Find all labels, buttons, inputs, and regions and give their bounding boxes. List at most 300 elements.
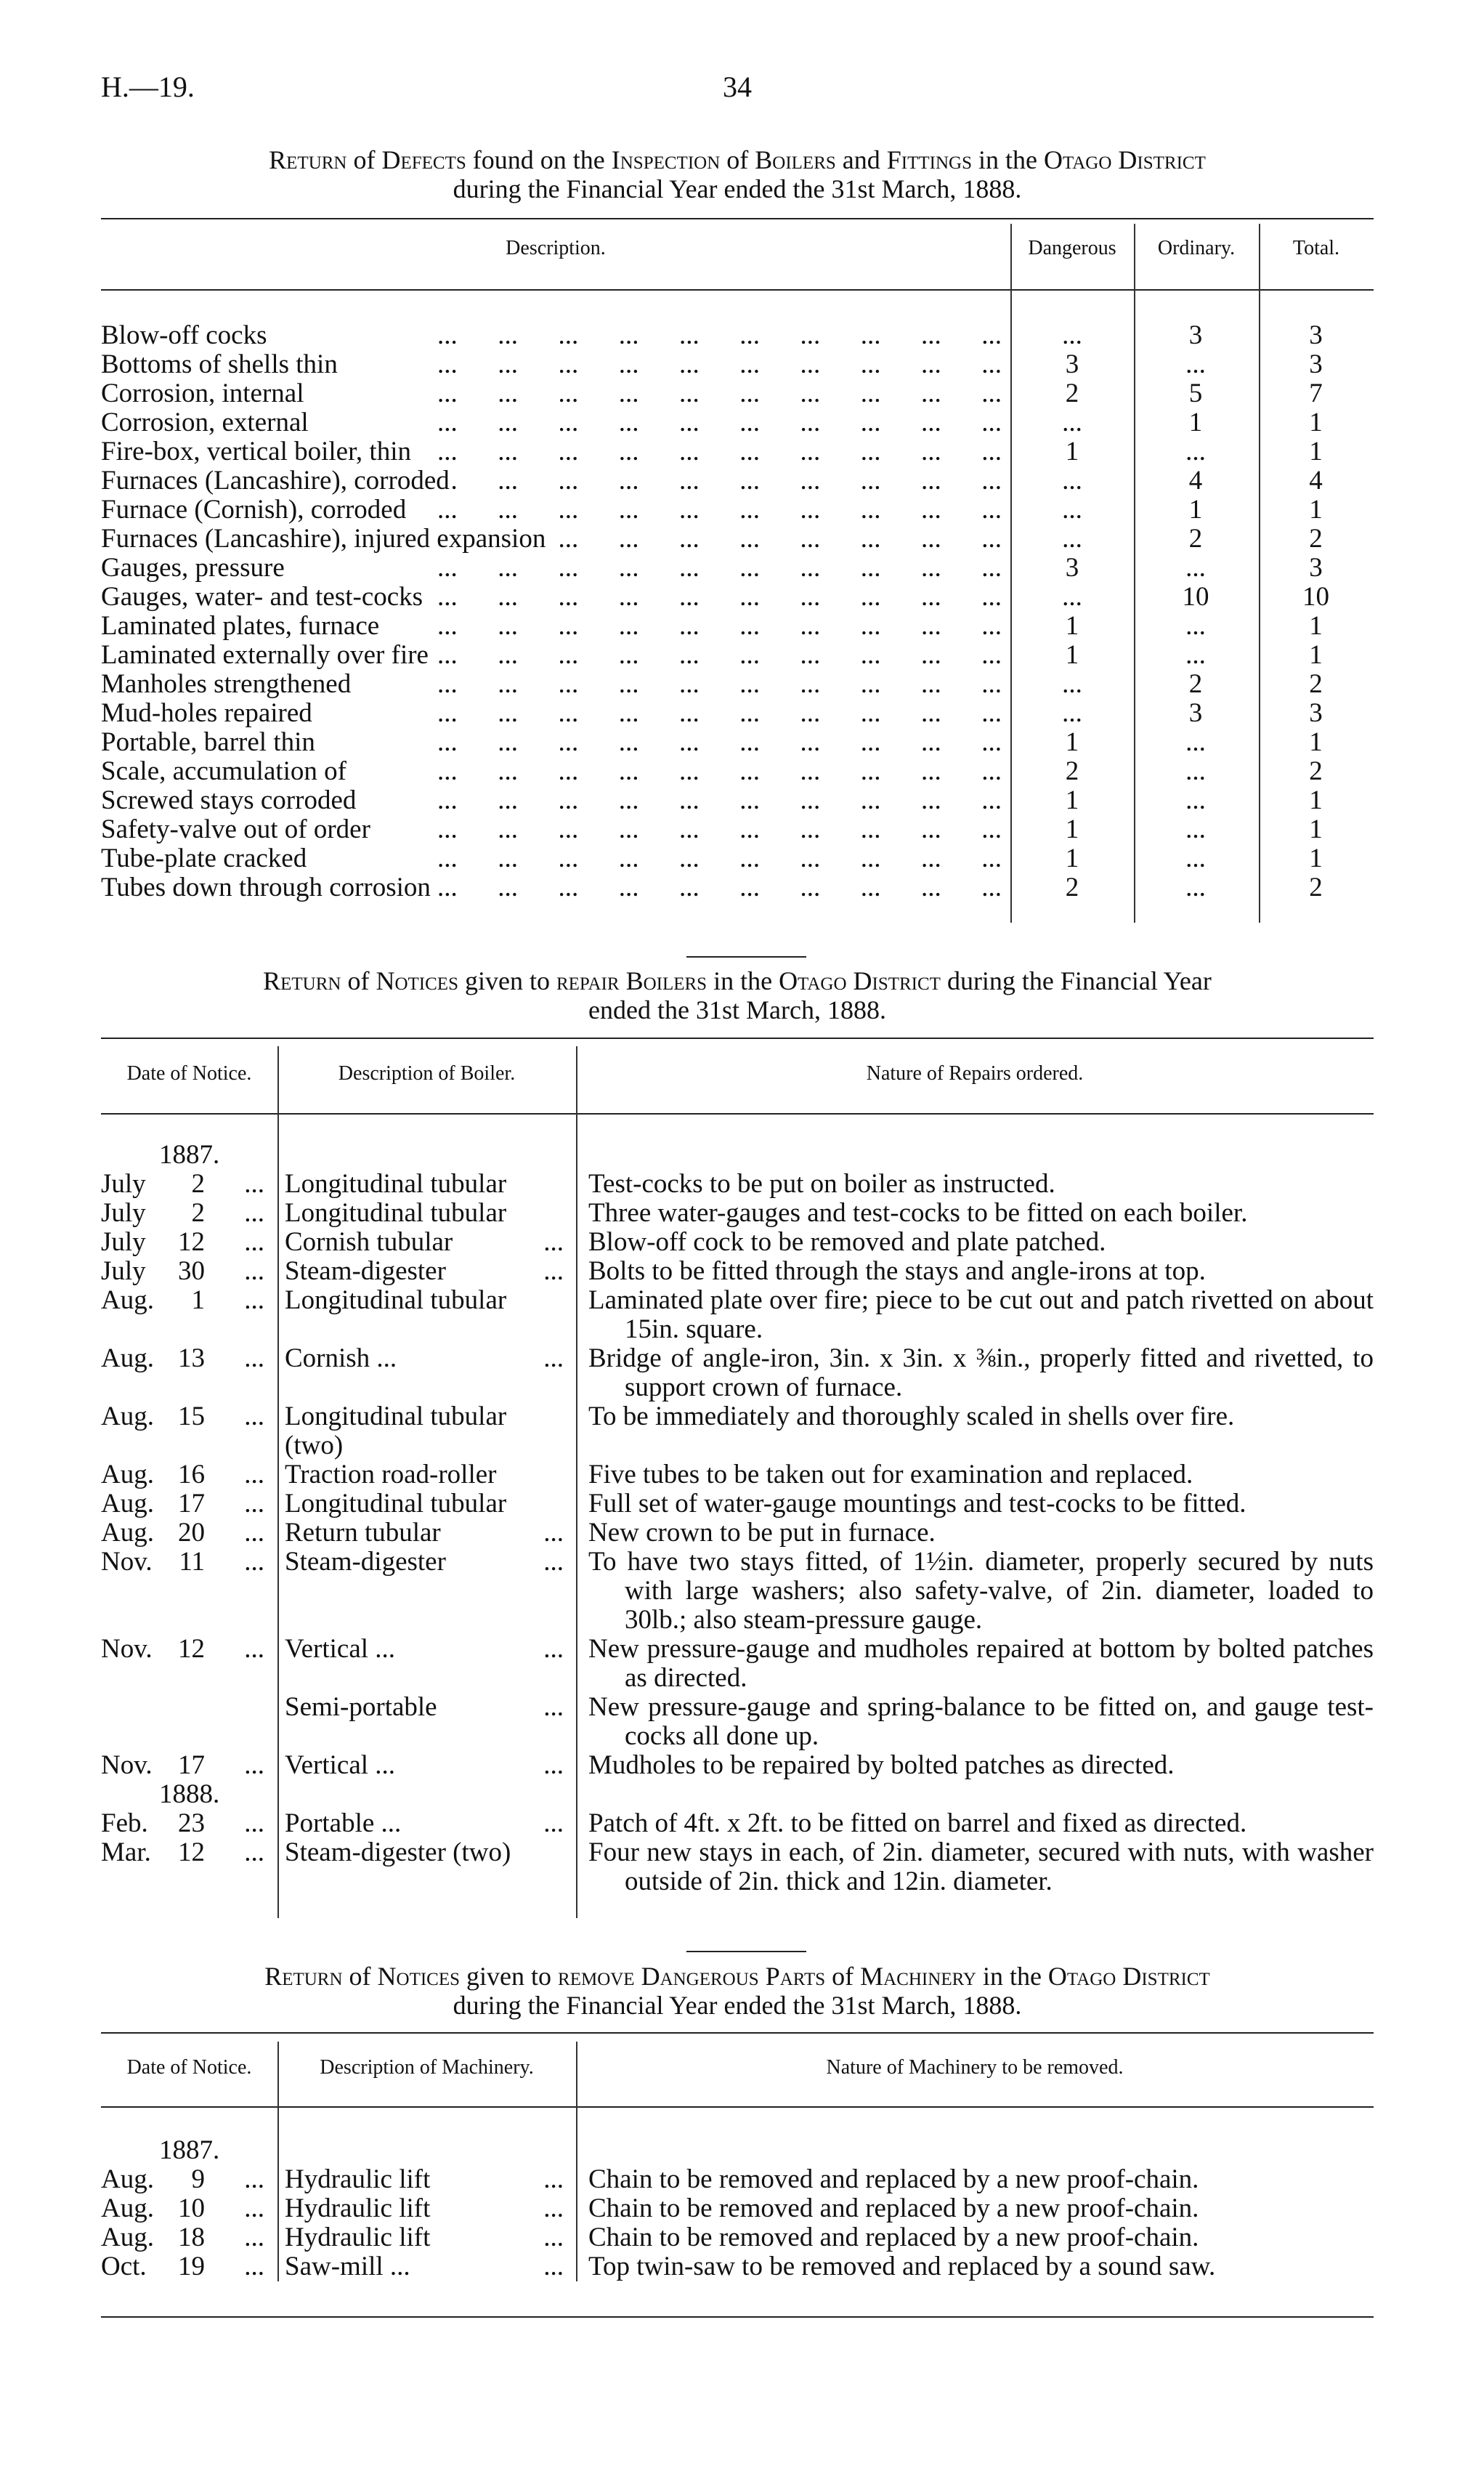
- notice-date: [101, 1170, 277, 1199]
- table-row: [101, 379, 1374, 408]
- report-reference: H.—19.: [101, 70, 195, 103]
- dot-leader: ...: [244, 1518, 264, 1548]
- title-segment: found on the: [466, 145, 612, 174]
- dot-leader: ...: [543, 1750, 564, 1780]
- table-row: [101, 844, 1374, 873]
- day: 19: [178, 2252, 205, 2281]
- ordinary-count: ...: [1185, 814, 1206, 844]
- repairs-table-body: [101, 1141, 1374, 1896]
- ordinary-count: 4: [1188, 466, 1203, 496]
- dangerous-count: 2: [1065, 873, 1079, 902]
- column-header-repairs: Nature of Repairs ordered.: [866, 1062, 1084, 1085]
- defect-label: Corrosion, external: [101, 408, 309, 437]
- year-label: 1888.: [159, 1779, 220, 1809]
- title-segment: remove: [558, 1962, 635, 1991]
- title-segment: given to: [458, 966, 556, 995]
- table-row: [101, 1228, 1374, 1257]
- total-count: 2: [1309, 873, 1323, 902]
- defect-description: [101, 757, 1002, 786]
- dangerous-count: ...: [1062, 582, 1082, 612]
- month: Mar.: [101, 1837, 151, 1867]
- table-row: [101, 408, 1374, 437]
- divider: [686, 1951, 806, 1952]
- dot-leader: ...: [244, 2164, 264, 2194]
- ordinary-count: ...: [1185, 349, 1206, 379]
- title-segment: of: [825, 1962, 861, 1991]
- day: 13: [178, 1343, 205, 1373]
- column-header-ordinary: Ordinary.: [1157, 237, 1236, 259]
- defect-description: [101, 844, 1002, 873]
- table-row: [101, 1489, 1374, 1518]
- defect-description: [101, 641, 1002, 670]
- description-text: Hydraulic lift: [285, 2223, 431, 2252]
- dot-leader: [304, 379, 1002, 408]
- dangerous-count: 1: [1065, 640, 1079, 670]
- notice-date: [101, 1751, 277, 1780]
- table-row: [101, 1460, 1374, 1489]
- defect-description: [101, 815, 1002, 844]
- month: Oct.: [101, 2252, 147, 2281]
- table-row: [101, 525, 1374, 554]
- total-count: 3: [1309, 320, 1323, 350]
- ordinary-count: 5: [1188, 379, 1203, 408]
- table-row: [101, 1751, 1374, 1780]
- ordinary-count: 1: [1188, 408, 1203, 437]
- divider: [101, 2106, 1374, 2108]
- nature-text: New pressure-gauge and mudholes repaired at bottom by bolted patches as directed.: [588, 1634, 1374, 1693]
- dot-leader: [406, 496, 1002, 525]
- defects-title-line1: [101, 145, 1374, 174]
- defects-title: [101, 145, 1374, 203]
- description: [277, 1170, 577, 1199]
- title-segment: Inspection: [611, 145, 721, 174]
- dot-leader: [546, 525, 1002, 554]
- ordinary-count: ...: [1185, 873, 1206, 902]
- table-row: [101, 2194, 1374, 2223]
- dot-leader: [450, 466, 1002, 496]
- machinery-table-body: [101, 2136, 1374, 2281]
- notice-date: [101, 1489, 277, 1518]
- description: [277, 1286, 577, 1315]
- table-row: [101, 321, 1374, 350]
- repairs-title-line2: ended the 31st March, 1888.: [588, 995, 886, 1024]
- dot-leader: [431, 873, 1002, 902]
- description-text: Portable ...: [285, 1808, 402, 1838]
- defect-label: Tubes down through corrosion: [101, 873, 431, 902]
- ordinary-count: 1: [1188, 495, 1203, 525]
- defect-label: Mud-holes repaired: [101, 699, 312, 728]
- description: [277, 1635, 577, 1664]
- day: 2: [191, 1198, 205, 1228]
- notice-date: [101, 1809, 277, 1838]
- page-number: 34: [723, 70, 752, 103]
- table-row: [101, 437, 1374, 466]
- total-count: 3: [1309, 553, 1323, 583]
- dangerous-count: ...: [1062, 524, 1082, 554]
- description: [277, 1344, 577, 1373]
- nature-text: Mudholes to be repaired by bolted patches as directed.: [588, 1750, 1175, 1780]
- dangerous-count: ...: [1062, 669, 1082, 699]
- dot-leader: ...: [543, 2164, 564, 2194]
- title-segment: and: [835, 145, 887, 174]
- table-row: [101, 699, 1374, 728]
- nature-text: Test-cocks to be put on boiler as instructed.: [588, 1169, 1055, 1199]
- defect-label: Laminated plates, furnace: [101, 612, 380, 641]
- dot-leader: [564, 1402, 577, 1460]
- title-segment: during the Financial Year: [940, 966, 1212, 995]
- defect-description: [101, 466, 1002, 496]
- table-row: [101, 1635, 1374, 1693]
- dot-leader: [564, 1170, 577, 1199]
- dot-leader: [423, 583, 1002, 612]
- title-segment: of: [720, 145, 755, 174]
- month: July: [101, 1169, 146, 1199]
- nature-text: Three water-gauges and test-cocks to be fitted on each boiler.: [588, 1198, 1248, 1228]
- dot-leader: ...: [244, 1750, 264, 1780]
- defect-label: Portable, barrel thin: [101, 728, 315, 757]
- defect-label: Tube-plate cracked: [101, 844, 307, 873]
- description: [277, 1693, 577, 1722]
- dot-leader: [564, 1286, 577, 1315]
- defect-description: [101, 525, 1002, 554]
- dot-leader: ...: [244, 2252, 264, 2281]
- column-header-machinery: Description of Machinery.: [320, 2056, 534, 2079]
- day: 2: [191, 1169, 205, 1199]
- total-count: 1: [1309, 437, 1323, 466]
- notice-date: [101, 2194, 277, 2223]
- description: [277, 1489, 577, 1518]
- total-count: 1: [1309, 640, 1323, 670]
- notice-date: [101, 1228, 277, 1257]
- defect-description: [101, 786, 1002, 815]
- nature-text: Patch of 4ft. x 2ft. to be fitted on barrel and fixed as directed.: [588, 1808, 1247, 1838]
- dot-leader: ...: [543, 1518, 564, 1548]
- nature-text: To have two stays fitted, of 1½in. diameter, properly secured by nuts with large washers; also safety-valve, of 2in. diameter, loaded to 30lb.; also steam-pressure gauge.: [588, 1547, 1374, 1635]
- table-row: [101, 786, 1374, 815]
- defect-description: [101, 873, 1002, 902]
- dot-leader: [315, 728, 1002, 757]
- dot-leader: [346, 757, 1002, 786]
- dot-leader: ...: [543, 1256, 564, 1286]
- title-segment: of: [342, 1962, 378, 1991]
- table-row: [101, 554, 1374, 583]
- table-row: [101, 1693, 1374, 1751]
- defect-label: Furnace (Cornish), corroded: [101, 496, 407, 525]
- dot-leader: [411, 437, 1002, 466]
- title-segment: [759, 1962, 766, 1991]
- month: Nov.: [101, 1750, 153, 1780]
- description-text: Cornish tubular: [285, 1227, 453, 1257]
- total-count: 10: [1302, 582, 1329, 612]
- description-text: Steam-digester (two): [285, 1837, 511, 1867]
- dot-leader: ...: [543, 1227, 564, 1257]
- dot-leader: ...: [244, 1547, 264, 1577]
- dot-leader: ...: [244, 1837, 264, 1867]
- description: [277, 1257, 577, 1286]
- notice-date: [101, 1344, 277, 1373]
- dangerous-count: ...: [1062, 495, 1082, 525]
- dangerous-count: 3: [1065, 349, 1079, 379]
- dangerous-count: 1: [1065, 844, 1079, 873]
- table-row: [101, 1199, 1374, 1228]
- year-label: 1887.: [159, 1140, 220, 1170]
- table-row: [101, 1548, 1374, 1635]
- title-segment: Otago District: [1047, 1962, 1210, 1991]
- dot-leader: ...: [244, 1343, 264, 1373]
- defect-label: Gauges, water- and test-cocks: [101, 583, 423, 612]
- defect-description: [101, 699, 1002, 728]
- dot-leader: [370, 815, 1002, 844]
- total-count: 3: [1309, 698, 1323, 728]
- dot-leader: ...: [244, 1808, 264, 1838]
- description-text: Longitudinal tubular: [285, 1169, 507, 1199]
- table-row: [101, 641, 1374, 670]
- month: Nov.: [101, 1634, 153, 1664]
- notice-date: [101, 1286, 277, 1315]
- month: Aug.: [101, 2164, 154, 2194]
- nature-text: Laminated plate over fire; piece to be cut out and patch rivetted on about 15in. square.: [588, 1285, 1374, 1344]
- table-row: [101, 496, 1374, 525]
- dot-leader: ...: [543, 1692, 564, 1722]
- total-count: 1: [1309, 611, 1323, 641]
- machinery-title-line1: [101, 1962, 1374, 1991]
- defect-description: [101, 554, 1002, 583]
- title-segment: Parts: [765, 1962, 826, 1991]
- description-text: Return tubular: [285, 1518, 441, 1548]
- total-count: 1: [1309, 814, 1323, 844]
- title-segment: [620, 966, 626, 995]
- table-row: [101, 2223, 1374, 2252]
- dangerous-count: ...: [1062, 408, 1082, 437]
- title-segment: of: [346, 145, 382, 174]
- ordinary-count: 10: [1182, 582, 1209, 612]
- column-header-nature: Nature of Machinery to be removed.: [826, 2056, 1124, 2079]
- dot-leader: ...: [543, 1808, 564, 1838]
- title-segment: repair: [556, 966, 620, 995]
- total-count: 2: [1309, 669, 1323, 699]
- title-segment: Machinery: [860, 1962, 976, 1991]
- nature-text: Bridge of angle-iron, 3in. x 3in. x ⅜in., properly fitted and rivetted, to support crown of furnace.: [588, 1343, 1374, 1402]
- notice-date: [101, 1257, 277, 1286]
- dangerous-count: 1: [1065, 437, 1079, 466]
- dot-leader: [307, 844, 1002, 873]
- dangerous-count: ...: [1062, 466, 1082, 496]
- defect-label: Bottoms of shells thin: [101, 350, 338, 379]
- total-count: 4: [1309, 466, 1323, 496]
- day: 18: [178, 2223, 205, 2252]
- dot-leader: ...: [543, 1547, 564, 1577]
- dangerous-count: 2: [1065, 379, 1079, 408]
- ordinary-count: ...: [1185, 611, 1206, 641]
- description: [277, 1751, 577, 1780]
- total-count: 1: [1309, 727, 1323, 757]
- notice-date: [101, 1518, 277, 1548]
- dot-leader: [351, 670, 1002, 699]
- description: [277, 2252, 577, 2281]
- description-text: Longitudinal tubular: [285, 1285, 507, 1315]
- defect-label: Corrosion, internal: [101, 379, 304, 408]
- table-row: [101, 873, 1374, 902]
- dangerous-count: 3: [1065, 553, 1079, 583]
- month: Aug.: [101, 2223, 154, 2252]
- title-segment: Notices: [377, 1962, 461, 1991]
- divider: [101, 1113, 1374, 1115]
- description-text: Saw-mill ...: [285, 2252, 410, 2281]
- description-text: Steam-digester: [285, 1547, 446, 1577]
- title-segment: Boilers: [625, 966, 707, 995]
- description-text: Steam-digester: [285, 1256, 446, 1286]
- dot-leader: [564, 1460, 577, 1489]
- month: Aug.: [101, 1285, 154, 1315]
- ordinary-count: ...: [1185, 727, 1206, 757]
- defect-label: Gauges, pressure: [101, 554, 285, 583]
- table-row: [101, 757, 1374, 786]
- nature-text: Chain to be removed and replaced by a new proof-chain.: [588, 2223, 1199, 2252]
- defect-description: [101, 612, 1002, 641]
- dot-leader: ...: [244, 1460, 264, 1489]
- dot-leader: ...: [244, 2223, 264, 2252]
- dot-leader: [379, 612, 1002, 641]
- divider: [101, 2032, 1374, 2034]
- description: [277, 1402, 577, 1460]
- month: Aug.: [101, 1402, 154, 1431]
- day: 9: [191, 2164, 205, 2194]
- dot-leader: [338, 350, 1002, 379]
- day: 10: [178, 2193, 205, 2223]
- defect-label: Blow-off cocks: [101, 321, 267, 350]
- month: Aug.: [101, 1489, 154, 1518]
- machinery-title-line2: during the Financial Year ended the 31st March, 1888.: [453, 1991, 1022, 2020]
- description: [277, 1548, 577, 1577]
- dot-leader: ...: [244, 1256, 264, 1286]
- defect-description: [101, 437, 1002, 466]
- ordinary-count: ...: [1185, 437, 1206, 466]
- nature-text: Bolts to be fitted through the stays and angle-irons at top.: [588, 1256, 1206, 1286]
- dot-leader: ...: [244, 1489, 264, 1518]
- table-row: [101, 670, 1374, 699]
- dangerous-count: 2: [1065, 756, 1079, 786]
- dot-leader: ...: [543, 1634, 564, 1664]
- nature-text: Four new stays in each, of 2in. diameter, secured with nuts, with washer outside of 2in. thick and 12in. diameter.: [588, 1837, 1374, 1896]
- title-segment: in the: [707, 966, 779, 995]
- nature-text: New crown to be put in furnace.: [588, 1518, 936, 1548]
- description: [277, 1518, 577, 1548]
- nature-text: Five tubes to be taken out for examination and replaced.: [588, 1460, 1193, 1489]
- day: 12: [178, 1227, 205, 1257]
- notice-date: [101, 1402, 277, 1431]
- table-row: [101, 350, 1374, 379]
- dot-leader: [312, 699, 1002, 728]
- dangerous-count: 1: [1065, 727, 1079, 757]
- dot-leader: ...: [543, 1343, 564, 1373]
- defect-label: Scale, accumulation of: [101, 757, 347, 786]
- day: 16: [178, 1460, 205, 1489]
- notice-date: [101, 1693, 277, 1722]
- dot-leader: [564, 1838, 577, 1867]
- month: Feb.: [101, 1808, 148, 1838]
- month: July: [101, 1256, 146, 1286]
- title-segment: Otago District: [779, 966, 941, 995]
- dot-leader: ...: [244, 1169, 264, 1199]
- ordinary-count: 3: [1188, 698, 1203, 728]
- title-segment: Defects: [381, 145, 466, 174]
- table-row: [101, 815, 1374, 844]
- title-segment: Return: [263, 966, 341, 995]
- description-text: Cornish ...: [285, 1343, 397, 1373]
- dot-leader: [267, 321, 1002, 350]
- column-header-total: Total.: [1292, 237, 1340, 259]
- defect-label: Furnaces (Lancashire), injured expansion: [101, 525, 546, 554]
- title-segment: Notices: [376, 966, 458, 995]
- day: 23: [178, 1808, 205, 1838]
- title-segment: Dangerous: [641, 1962, 759, 1991]
- title-segment: Fittings: [886, 145, 972, 174]
- description: [277, 1809, 577, 1838]
- table-row: [101, 1170, 1374, 1199]
- table-row: [101, 2165, 1374, 2194]
- nature-text: Blow-off cock to be removed and plate patched.: [588, 1227, 1106, 1257]
- table-row: [101, 1518, 1374, 1548]
- nature-text: Chain to be removed and replaced by a new proof-chain.: [588, 2164, 1199, 2194]
- dangerous-count: 1: [1065, 611, 1079, 641]
- dot-leader: ...: [244, 1285, 264, 1315]
- defect-description: [101, 583, 1002, 612]
- nature-text: Chain to be removed and replaced by a new proof-chain.: [588, 2193, 1199, 2223]
- notice-date: [101, 2252, 277, 2281]
- description: [277, 1228, 577, 1257]
- defect-description: [101, 670, 1002, 699]
- title-segment: [635, 1962, 641, 1991]
- description-text: Longitudinal tubular (two): [285, 1402, 507, 1460]
- dot-leader: ...: [244, 1198, 264, 1228]
- ordinary-count: ...: [1185, 640, 1206, 670]
- running-header: [101, 70, 1374, 108]
- notice-date: [101, 1635, 277, 1664]
- ordinary-count: 3: [1188, 320, 1203, 350]
- ordinary-count: ...: [1185, 756, 1206, 786]
- description: [277, 2165, 577, 2194]
- day: 20: [178, 1518, 205, 1548]
- repairs-title: [101, 966, 1374, 1024]
- defect-description: [101, 496, 1002, 525]
- total-count: 1: [1309, 785, 1323, 815]
- notice-date: [101, 2165, 277, 2194]
- defects-title-line2: during the Financial Year ended the 31st March, 1888.: [453, 174, 1022, 203]
- dot-leader: ...: [543, 2252, 564, 2281]
- title-segment: in the: [976, 1962, 1048, 1991]
- defect-description: [101, 321, 1002, 350]
- description: [277, 2194, 577, 2223]
- notice-date: [101, 1548, 277, 1577]
- ordinary-count: ...: [1185, 844, 1206, 873]
- total-count: 3: [1309, 349, 1323, 379]
- total-count: 2: [1309, 524, 1323, 554]
- description: [277, 1838, 577, 1867]
- day: 30: [178, 1256, 205, 1286]
- dangerous-count: 1: [1065, 814, 1079, 844]
- nature-text: Top twin-saw to be removed and replaced by a sound saw.: [588, 2252, 1216, 2281]
- total-count: 2: [1309, 756, 1323, 786]
- table-row: [101, 1344, 1374, 1402]
- description: [277, 2223, 577, 2252]
- ordinary-count: ...: [1185, 785, 1206, 815]
- year-label: 1887.: [159, 2135, 220, 2165]
- title-segment: Return: [269, 145, 347, 174]
- ordinary-count: 2: [1188, 524, 1203, 554]
- table-row: [101, 728, 1374, 757]
- day: 12: [178, 1634, 205, 1664]
- description-text: Vertical ...: [285, 1634, 396, 1664]
